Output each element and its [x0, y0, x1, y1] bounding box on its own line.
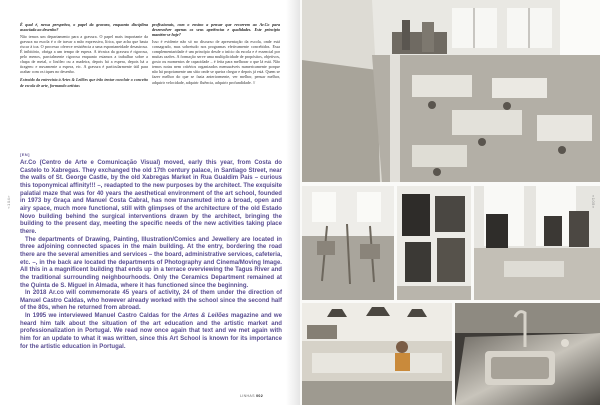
interview-reference: Extraído da entrevista à Artes & Leilões que irão tentar concluir o conceito de escola de arte, formando artistas: [20, 77, 148, 88]
photo-metal-sink: [455, 303, 600, 405]
english-paragraph-3: In 2018 Ar.co will commemorate 45 years of activity, 24 of them under the direction of Manuel Castro Caldas, who however already worked with the school since the second half of the 80s, when he returned from abroad.: [20, 290, 282, 312]
page-footer: [240, 394, 263, 398]
english-article-body: [20, 160, 282, 351]
english-paragraph-4: In 1995 we interviewed Manuel Castro Caldas for the Artes & Leilões magazine and we heard him talk about the situation of the art education and the artistic market and professionalization in Portugal. We read now once again that text and we met again with him for an update to what it was written, since this Art School is known for its importance for the artistic education in Portugal.: [20, 313, 282, 350]
portuguese-column-1: [20, 22, 148, 90]
interview-question-continued: profissionais, com o ensino a pensar que recorrem ao Ar.Co para desenvolver apenas os seus apetências e qualidades. Este princípio mantém-se hoje?: [152, 22, 280, 38]
right-page-number: «105»: [591, 195, 596, 209]
english-paragraph-2: The departments of Drawing, Painting, Illustration/Comics and Jewellery are located in three adjoining connected spaces in the main building. At the entry, bordering the road there are the several amenities and services – the board, administrative services, cafeteria, etc. –, in the back are located the departments of Photography and Cinema/Moving Image. All this in a magnificent building that ends up in a terrace overviewing the Tagus River and the traditional surrounding neighbourhoods. Only the Ceramics Department remained at the Quinta de S. Miguel in Almada, where it has functioned since the beginning.: [20, 236, 282, 289]
footer-brand: LINHAS: [240, 394, 255, 398]
english-section-tag: [EN]: [20, 152, 30, 157]
photo-easels-corridor: [302, 186, 394, 300]
interview-question: É qual é, nessa perspetiva, o papel da gravura, enquanto disciplina associada ao desenho?: [20, 22, 148, 33]
footer-page-number: 002: [256, 394, 264, 398]
photo-studio-overview: [302, 0, 600, 182]
portuguese-column-2: [152, 22, 280, 87]
photo-classroom-student: [302, 303, 452, 405]
gutter-shadow: [286, 0, 300, 405]
photo-drawings-wall: [397, 186, 471, 300]
english-paragraph-1: Ar.Co (Centro de Arte e Comunicação Visual) moved, early this year, from Costa do Castelo to Xabregas. They exchanged the old 17th century palace, in Santiago Street, near the walls of St. George Castle, by the old Xabregas Market in Rua Gualdim Pais – curious this toponymical affinity!!! –, readapted to the new purposes by the architect. The exquisite palatial maze that was for 40 years the aesthetical environment of the art school, founded in 1973 by Graça and Manuel Costa Cabral, has now transmuted into a broad, open and airy space, much more functional, still with glimpses of the architecture of the old Estado Novo building behind the surgical interventions drawn by the architect, bringing the building to the present day, meeting the specific needs of the new activities taking place there.: [20, 160, 282, 235]
interview-answer: Não temos um departamento para a gravura. O papel mais importante da gravura na escola é o de travar a mão expressiva, lírica, que acha que basta riscar à toa. O processo oferece resistência a uma espontaneidade desastrosa. É inibitório, obriga a um tempo de espera. A técnica da gravura é rigorosa, pelo menos, parcialmente rigorosa enquanto estamos a trabalhar sobre a chapa de metal, o linóleo ou a madeira, depois há a espera, depois há a tiragem: e nuvamente a espera, etc. A gravura é particularmente útil para acabar com os tiques no desenho.: [20, 34, 148, 75]
interview-answer: Isso é evidente não só no discurso de apresentação da escola, onde está consagrado, mas sobretudo nos programas efetivamente concebidos. Essa complementaridade é um princípio desde o início da escola e é essencial por muitas razões. A formação serve uma multiplicidade de propósitos, objetivos, gosto ou momentos de capacidade – é feita para melhorar o que lá está. Não temos notas nem critérios organizados mensuráveis numericamente porque não há propriamente um sítio onde se queira chegar e depois já está. Quem se fazer melhor do que se fazia anteriormente, ver melhor, pensar melhor, adquirir velocidade, adquirir fluência, adquirir profundidade. //: [152, 39, 280, 85]
left-page-number: «104»: [6, 195, 11, 209]
magazine-title: Artes & Leilões: [183, 313, 229, 320]
photo-bright-studio: [474, 186, 600, 300]
